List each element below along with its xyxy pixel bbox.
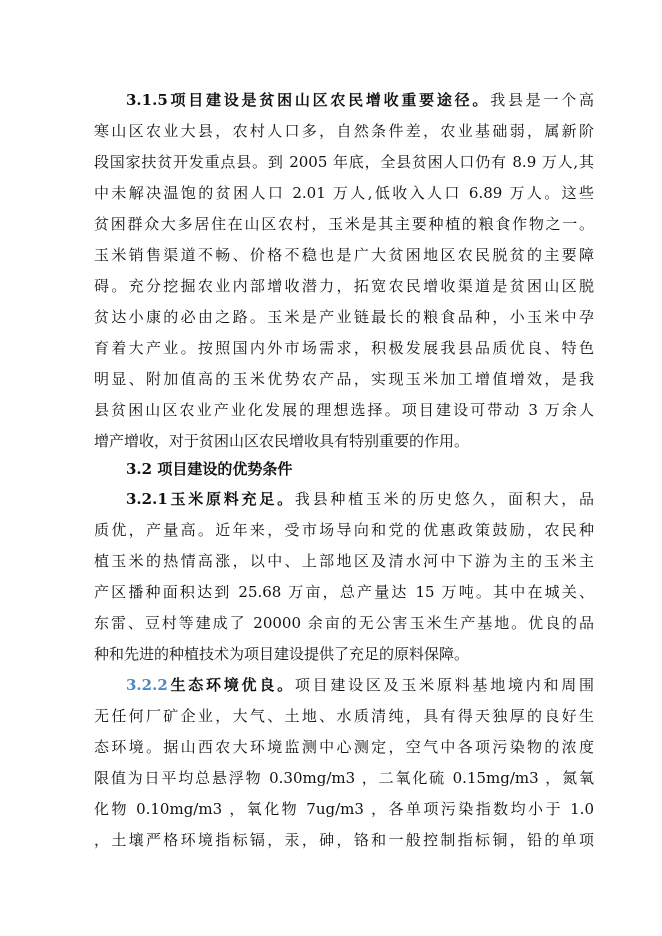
paragraph-321-line-5: 东雷、豆村等建成了 20000 余亩的无公害玉米生产基地。优良的品 xyxy=(94,614,594,632)
paragraph-315-line-3: 段国家扶贫开发重点县。到 2005 年底，全县贫困人口仍有 8.9 万人,其 xyxy=(94,153,594,171)
section-321-text: 我县种植玉米的历史悠久，面积大，品 xyxy=(294,490,594,508)
section-315-text: 我县是一个高 xyxy=(490,91,594,109)
paragraph-315-line-10: 明显、附加值高的玉米优势农产品，实现玉米加工增值增效，是我 xyxy=(94,370,594,388)
section-321-number: 3.2.1 xyxy=(126,490,168,508)
paragraph-322-line-5: 化物 0.10mg/m3 ，氧化物 7ug/m3 ，各单项污染指数均小于 1.0 xyxy=(94,800,594,818)
paragraph-315-line-9: 育着大产业。按照国内外市场需求，积极发展我县品质优良、特色 xyxy=(94,339,594,357)
paragraph-315-line-2: 寒山区农业大县，农村人口多，自然条件差，农业基础弱，属新阶 xyxy=(94,122,594,140)
paragraph-321-line-1 xyxy=(126,489,594,509)
paragraph-321-line-3: 植玉米的热情高涨，以中、上部地区及清水河中下游为主的玉米主 xyxy=(94,552,594,570)
paragraph-321-line-6: 种和先进的种植技术为项目建设提供了充足的原料保障。 xyxy=(94,645,470,663)
section-315-number: 3.1.5 xyxy=(126,91,168,109)
paragraph-315-line-8: 贫达小康的必由之路。玉米是产业链最长的粮食品种，小玉米中孕 xyxy=(94,308,594,326)
paragraph-315-line-12: 增产增收，对于贫困山区农民增收具有特别重要的作用。 xyxy=(94,432,470,450)
section-322-number: 3.2.2 xyxy=(126,676,168,694)
paragraph-321-line-4: 产区播种面积达到 25.68 万亩，总产量达 15 万吨。其中在城关、 xyxy=(94,583,594,601)
paragraph-322-line-2: 无任何厂矿企业，大气、土地、水质清纯，具有得天独厚的良好生 xyxy=(94,707,594,725)
paragraph-315-line-6: 玉米销售渠道不畅、价格不稳也是广大贫困地区农民脱贫的主要障 xyxy=(94,246,594,264)
section-321-title: 玉米原料充足。 xyxy=(167,490,295,508)
paragraph-322-line-6: ，土壤严格环境指标镉，汞，砷，铬和一般控制指标铜，铅的单项 xyxy=(94,831,594,849)
paragraph-322-line-3: 态环境。据山西农大环境监测中心测定，空气中各项污染物的浓度 xyxy=(94,738,594,756)
section-315-title: 项目建设是贫困山区农民增收重要途径。 xyxy=(167,91,491,109)
section-322-text: 项目建设区及玉米原料基地境内和周围 xyxy=(294,676,594,694)
paragraph-321-line-2: 质优，产量高。近年来，受市场导向和党的优惠政策鼓励，农民种 xyxy=(94,521,594,539)
paragraph-315-line-1 xyxy=(126,90,594,110)
paragraph-315-line-4: 中未解决温饱的贫困人口 2.01 万人,低收入人口 6.89 万人。这些 xyxy=(94,184,594,202)
section-322-title: 生态环境优良。 xyxy=(167,676,295,694)
paragraph-315-line-7: 碍。充分挖掘农业内部增收潜力，拓宽农民增收渠道是贫困山区脱 xyxy=(94,277,594,295)
paragraph-322-line-4: 限值为日平均总悬浮物 0.30mg/m3 ，二氧化硫 0.15mg/m3 ，氮氧 xyxy=(94,769,594,787)
paragraph-315-line-11: 县贫困山区农业产业化发展的理想选择。项目建设可带动 3 万余人 xyxy=(94,401,594,419)
paragraph-315-line-5: 贫困群众大多居住在山区农村，玉米是其主要种植的粮食作物之一。 xyxy=(94,215,594,233)
paragraph-322-line-1 xyxy=(126,675,594,695)
section-32-heading: 3.2 项目建设的优势条件 xyxy=(126,460,293,478)
